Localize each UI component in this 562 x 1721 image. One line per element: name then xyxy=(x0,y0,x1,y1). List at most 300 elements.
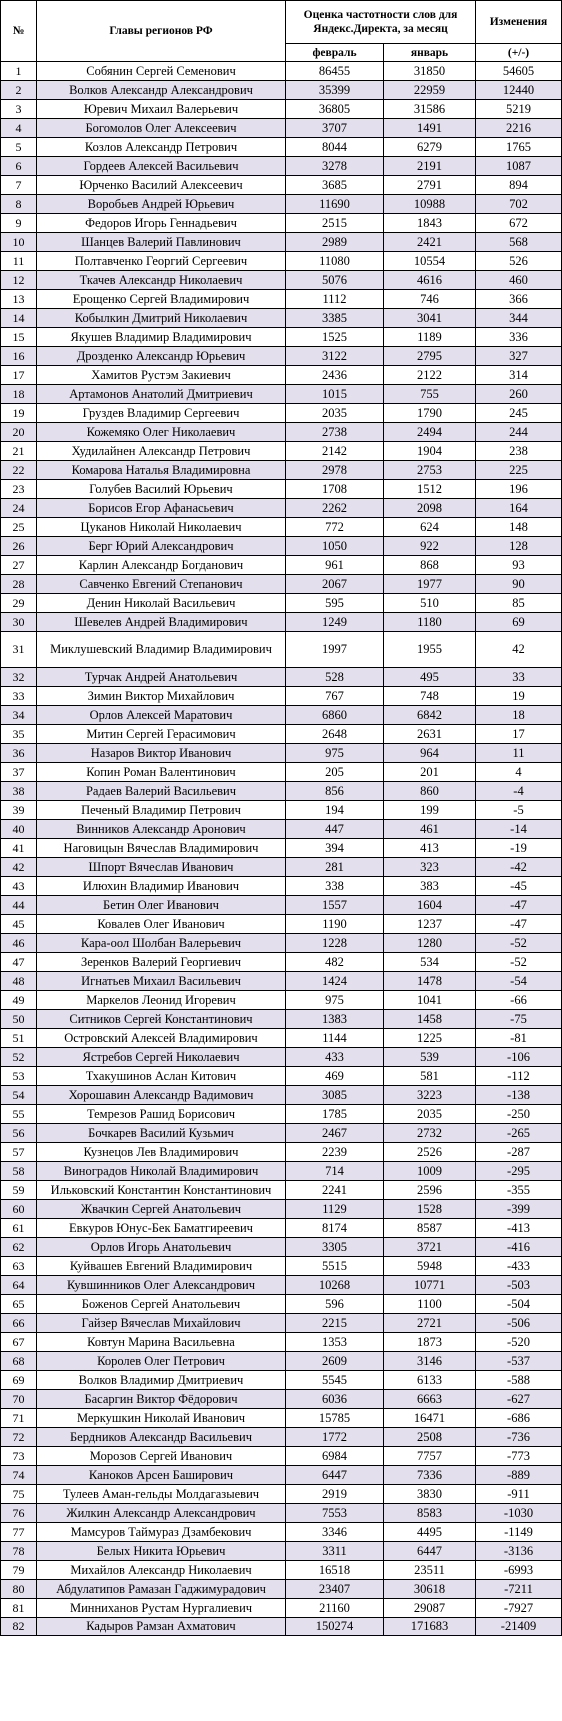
cell-delta: 702 xyxy=(476,195,562,214)
cell-num: 37 xyxy=(1,763,37,782)
cell-num: 53 xyxy=(1,1067,37,1086)
cell-delta: -355 xyxy=(476,1181,562,1200)
cell-num: 63 xyxy=(1,1257,37,1276)
cell-delta: -736 xyxy=(476,1428,562,1447)
table-row xyxy=(1,195,562,214)
cell-jan: 1873 xyxy=(384,1333,476,1352)
cell-delta: -138 xyxy=(476,1086,562,1105)
cell-delta: 1087 xyxy=(476,157,562,176)
cell-feb: 1353 xyxy=(286,1333,384,1352)
cell-jan: 539 xyxy=(384,1048,476,1067)
cell-delta: 85 xyxy=(476,594,562,613)
cell-name: Ткачев Александр Николаевич xyxy=(37,271,286,290)
cell-name: Орлов Алексей Маратович xyxy=(37,706,286,725)
cell-num: 48 xyxy=(1,972,37,991)
table-row xyxy=(1,1105,562,1124)
table-row xyxy=(1,763,562,782)
cell-num: 64 xyxy=(1,1276,37,1295)
cell-name: Назаров Виктор Иванович xyxy=(37,744,286,763)
cell-name: Белых Никита Юрьевич xyxy=(37,1542,286,1561)
cell-delta: -54 xyxy=(476,972,562,991)
table-row xyxy=(1,1409,562,1428)
cell-delta: -42 xyxy=(476,858,562,877)
cell-jan: 6663 xyxy=(384,1390,476,1409)
cell-feb: 1249 xyxy=(286,613,384,632)
cell-jan: 7336 xyxy=(384,1466,476,1485)
cell-name: Евкуров Юнус-Бек Баматгиреевич xyxy=(37,1219,286,1238)
cell-feb: 2738 xyxy=(286,423,384,442)
cell-jan: 1955 xyxy=(384,632,476,668)
cell-delta: -52 xyxy=(476,934,562,953)
cell-delta: 460 xyxy=(476,271,562,290)
cell-feb: 1997 xyxy=(286,632,384,668)
cell-jan: 1041 xyxy=(384,991,476,1010)
cell-num: 10 xyxy=(1,233,37,252)
cell-jan: 2191 xyxy=(384,157,476,176)
cell-jan: 2721 xyxy=(384,1314,476,1333)
table-row xyxy=(1,575,562,594)
cell-name: Федоров Игорь Геннадьевич xyxy=(37,214,286,233)
cell-num: 9 xyxy=(1,214,37,233)
cell-num: 77 xyxy=(1,1523,37,1542)
cell-name: Турчак Андрей Анатольевич xyxy=(37,668,286,687)
cell-name: Виноградов Николай Владимирович xyxy=(37,1162,286,1181)
table-header xyxy=(1,1,562,62)
cell-jan: 2508 xyxy=(384,1428,476,1447)
cell-jan: 510 xyxy=(384,594,476,613)
cell-num: 12 xyxy=(1,271,37,290)
cell-num: 82 xyxy=(1,1618,37,1636)
cell-num: 13 xyxy=(1,290,37,309)
cell-jan: 201 xyxy=(384,763,476,782)
cell-delta: 69 xyxy=(476,613,562,632)
cell-feb: 3122 xyxy=(286,347,384,366)
cell-name: Хорошавин Александр Вадимович xyxy=(37,1086,286,1105)
table-row xyxy=(1,782,562,801)
cell-num: 75 xyxy=(1,1485,37,1504)
cell-delta: 568 xyxy=(476,233,562,252)
cell-jan: 3146 xyxy=(384,1352,476,1371)
cell-delta: 336 xyxy=(476,328,562,347)
cell-name: Денин Николай Васильевич xyxy=(37,594,286,613)
cell-num: 11 xyxy=(1,252,37,271)
table-row xyxy=(1,1333,562,1352)
cell-delta: -81 xyxy=(476,1029,562,1048)
cell-num: 81 xyxy=(1,1599,37,1618)
cell-num: 67 xyxy=(1,1333,37,1352)
table-row xyxy=(1,1428,562,1447)
cell-name: Кобылкин Дмитрий Николаевич xyxy=(37,309,286,328)
cell-name: Жилкин Александр Александрович xyxy=(37,1504,286,1523)
cell-num: 16 xyxy=(1,347,37,366)
cell-jan: 4495 xyxy=(384,1523,476,1542)
cell-feb: 1557 xyxy=(286,896,384,915)
cell-jan: 23511 xyxy=(384,1561,476,1580)
table-row xyxy=(1,1314,562,1333)
table-row xyxy=(1,499,562,518)
cell-feb: 8174 xyxy=(286,1219,384,1238)
cell-delta: -6993 xyxy=(476,1561,562,1580)
cell-feb: 1129 xyxy=(286,1200,384,1219)
cell-delta: 672 xyxy=(476,214,562,233)
cell-jan: 860 xyxy=(384,782,476,801)
table-row xyxy=(1,1390,562,1409)
cell-jan: 2753 xyxy=(384,461,476,480)
cell-feb: 3311 xyxy=(286,1542,384,1561)
cell-num: 61 xyxy=(1,1219,37,1238)
cell-num: 72 xyxy=(1,1428,37,1447)
cell-jan: 1458 xyxy=(384,1010,476,1029)
cell-delta: -537 xyxy=(476,1352,562,1371)
table-row xyxy=(1,404,562,423)
cell-jan: 2791 xyxy=(384,176,476,195)
cell-name: Шпорт Вячеслав Иванович xyxy=(37,858,286,877)
cell-name: Юревич Михаил Валерьевич xyxy=(37,100,286,119)
cell-num: 29 xyxy=(1,594,37,613)
cell-name: Ковалев Олег Иванович xyxy=(37,915,286,934)
cell-feb: 1424 xyxy=(286,972,384,991)
table-row xyxy=(1,1523,562,1542)
cell-feb: 1190 xyxy=(286,915,384,934)
cell-feb: 394 xyxy=(286,839,384,858)
cell-feb: 469 xyxy=(286,1067,384,1086)
cell-jan: 922 xyxy=(384,537,476,556)
table-row xyxy=(1,442,562,461)
cell-jan: 199 xyxy=(384,801,476,820)
cell-name: Тулеев Аман-гельды Молдагазыевич xyxy=(37,1485,286,1504)
cell-feb: 2215 xyxy=(286,1314,384,1333)
cell-num: 33 xyxy=(1,687,37,706)
cell-num: 59 xyxy=(1,1181,37,1200)
cell-delta: 244 xyxy=(476,423,562,442)
cell-feb: 447 xyxy=(286,820,384,839)
col-header-changes: Изменения xyxy=(476,1,562,44)
cell-name: Жвачкин Сергей Анатольевич xyxy=(37,1200,286,1219)
cell-feb: 1525 xyxy=(286,328,384,347)
cell-delta: 11 xyxy=(476,744,562,763)
cell-feb: 2978 xyxy=(286,461,384,480)
cell-delta: 54605 xyxy=(476,62,562,81)
cell-jan: 1904 xyxy=(384,442,476,461)
cell-jan: 3830 xyxy=(384,1485,476,1504)
cell-name: Комарова Наталья Владимировна xyxy=(37,461,286,480)
cell-name: Ерощенко Сергей Владимирович xyxy=(37,290,286,309)
cell-delta: -3136 xyxy=(476,1542,562,1561)
cell-jan: 1478 xyxy=(384,972,476,991)
cell-num: 50 xyxy=(1,1010,37,1029)
table-row xyxy=(1,1599,562,1618)
cell-name: Волков Владимир Дмитриевич xyxy=(37,1371,286,1390)
cell-feb: 482 xyxy=(286,953,384,972)
cell-name: Минниханов Рустам Нургалиевич xyxy=(37,1599,286,1618)
cell-jan: 10771 xyxy=(384,1276,476,1295)
cell-num: 23 xyxy=(1,480,37,499)
cell-name: Кожемяко Олег Николаевич xyxy=(37,423,286,442)
cell-name: Орлов Игорь Анатольевич xyxy=(37,1238,286,1257)
cell-name: Козлов Александр Петрович xyxy=(37,138,286,157)
table-row xyxy=(1,62,562,81)
cell-delta: -588 xyxy=(476,1371,562,1390)
cell-num: 74 xyxy=(1,1466,37,1485)
cell-feb: 1228 xyxy=(286,934,384,953)
cell-delta: 42 xyxy=(476,632,562,668)
cell-feb: 2262 xyxy=(286,499,384,518)
cell-name: Полтавченко Георгий Сергеевич xyxy=(37,252,286,271)
col-header-num: № xyxy=(1,1,37,62)
cell-delta: 894 xyxy=(476,176,562,195)
cell-feb: 6860 xyxy=(286,706,384,725)
cell-feb: 2239 xyxy=(286,1143,384,1162)
table-row xyxy=(1,1561,562,1580)
cell-delta: -889 xyxy=(476,1466,562,1485)
cell-feb: 205 xyxy=(286,763,384,782)
cell-jan: 22959 xyxy=(384,81,476,100)
cell-delta: -773 xyxy=(476,1447,562,1466)
cell-feb: 1015 xyxy=(286,385,384,404)
cell-delta: -520 xyxy=(476,1333,562,1352)
cell-num: 21 xyxy=(1,442,37,461)
cell-num: 19 xyxy=(1,404,37,423)
cell-jan: 29087 xyxy=(384,1599,476,1618)
cell-feb: 1112 xyxy=(286,290,384,309)
cell-num: 73 xyxy=(1,1447,37,1466)
cell-num: 46 xyxy=(1,934,37,953)
cell-feb: 1708 xyxy=(286,480,384,499)
cell-name: Темрезов Рашид Борисович xyxy=(37,1105,286,1124)
cell-feb: 6984 xyxy=(286,1447,384,1466)
cell-feb: 1144 xyxy=(286,1029,384,1048)
cell-feb: 2067 xyxy=(286,575,384,594)
cell-jan: 171683 xyxy=(384,1618,476,1636)
cell-feb: 2035 xyxy=(286,404,384,423)
cell-name: Худилайнен Александр Петрович xyxy=(37,442,286,461)
cell-jan: 1225 xyxy=(384,1029,476,1048)
cell-feb: 16518 xyxy=(286,1561,384,1580)
cell-feb: 3707 xyxy=(286,119,384,138)
cell-feb: 11690 xyxy=(286,195,384,214)
cell-delta: 225 xyxy=(476,461,562,480)
cell-num: 70 xyxy=(1,1390,37,1409)
cell-delta: 1765 xyxy=(476,138,562,157)
cell-jan: 1491 xyxy=(384,119,476,138)
cell-name: Михайлов Александр Николаевич xyxy=(37,1561,286,1580)
cell-jan: 3721 xyxy=(384,1238,476,1257)
cell-feb: 767 xyxy=(286,687,384,706)
table-row xyxy=(1,537,562,556)
table-row xyxy=(1,518,562,537)
cell-name: Маркелов Леонид Игоревич xyxy=(37,991,286,1010)
cell-num: 22 xyxy=(1,461,37,480)
table-row xyxy=(1,385,562,404)
table-row xyxy=(1,632,562,668)
cell-name: Ильковский Константин Константинович xyxy=(37,1181,286,1200)
cell-name: Волков Александр Александрович xyxy=(37,81,286,100)
cell-name: Каноков Арсен Баширович xyxy=(37,1466,286,1485)
cell-name: Куйвашев Евгений Владимирович xyxy=(37,1257,286,1276)
cell-delta: -399 xyxy=(476,1200,562,1219)
table-row xyxy=(1,1466,562,1485)
table-row xyxy=(1,214,562,233)
cell-delta: -627 xyxy=(476,1390,562,1409)
cell-name: Копин Роман Валентинович xyxy=(37,763,286,782)
cell-feb: 1785 xyxy=(286,1105,384,1124)
table-row xyxy=(1,271,562,290)
cell-feb: 86455 xyxy=(286,62,384,81)
cell-name: Меркушкин Николай Иванович xyxy=(37,1409,286,1428)
table-body xyxy=(1,62,562,1636)
table-row xyxy=(1,896,562,915)
cell-delta: 93 xyxy=(476,556,562,575)
cell-jan: 581 xyxy=(384,1067,476,1086)
table-row xyxy=(1,1504,562,1523)
cell-num: 18 xyxy=(1,385,37,404)
table-row xyxy=(1,347,562,366)
cell-delta: -503 xyxy=(476,1276,562,1295)
cell-delta: 148 xyxy=(476,518,562,537)
cell-feb: 3278 xyxy=(286,157,384,176)
cell-name: Островский Алексей Владимирович xyxy=(37,1029,286,1048)
cell-delta: 12440 xyxy=(476,81,562,100)
cell-name: Королев Олег Петрович xyxy=(37,1352,286,1371)
cell-name: Артамонов Анатолий Дмитриевич xyxy=(37,385,286,404)
table-row xyxy=(1,1162,562,1181)
cell-num: 3 xyxy=(1,100,37,119)
cell-feb: 11080 xyxy=(286,252,384,271)
table-row xyxy=(1,176,562,195)
cell-num: 62 xyxy=(1,1238,37,1257)
cell-num: 39 xyxy=(1,801,37,820)
cell-feb: 36805 xyxy=(286,100,384,119)
table-row xyxy=(1,687,562,706)
cell-num: 20 xyxy=(1,423,37,442)
cell-delta: 19 xyxy=(476,687,562,706)
cell-feb: 2919 xyxy=(286,1485,384,1504)
cell-feb: 21160 xyxy=(286,1599,384,1618)
cell-feb: 5545 xyxy=(286,1371,384,1390)
col-header-jan: январь xyxy=(384,44,476,62)
cell-num: 51 xyxy=(1,1029,37,1048)
cell-feb: 528 xyxy=(286,668,384,687)
cell-delta: -250 xyxy=(476,1105,562,1124)
cell-num: 34 xyxy=(1,706,37,725)
cell-jan: 10554 xyxy=(384,252,476,271)
cell-delta: -433 xyxy=(476,1257,562,1276)
cell-delta: -7211 xyxy=(476,1580,562,1599)
table-row xyxy=(1,1219,562,1238)
cell-jan: 1977 xyxy=(384,575,476,594)
cell-feb: 3085 xyxy=(286,1086,384,1105)
cell-num: 17 xyxy=(1,366,37,385)
table-row xyxy=(1,1124,562,1143)
table-row xyxy=(1,915,562,934)
cell-jan: 1528 xyxy=(384,1200,476,1219)
cell-delta: -416 xyxy=(476,1238,562,1257)
cell-num: 71 xyxy=(1,1409,37,1428)
table-row xyxy=(1,991,562,1010)
cell-feb: 433 xyxy=(286,1048,384,1067)
cell-jan: 3223 xyxy=(384,1086,476,1105)
table-row xyxy=(1,233,562,252)
cell-feb: 856 xyxy=(286,782,384,801)
cell-name: Митин Сергей Герасимович xyxy=(37,725,286,744)
cell-delta: -45 xyxy=(476,877,562,896)
table-row xyxy=(1,1181,562,1200)
table-row xyxy=(1,820,562,839)
cell-name: Якушев Владимир Владимирович xyxy=(37,328,286,347)
cell-feb: 3385 xyxy=(286,309,384,328)
cell-num: 58 xyxy=(1,1162,37,1181)
table-row xyxy=(1,613,562,632)
cell-num: 55 xyxy=(1,1105,37,1124)
cell-name: Абдулатипов Рамазан Гаджимурадович xyxy=(37,1580,286,1599)
table-row xyxy=(1,1143,562,1162)
cell-jan: 413 xyxy=(384,839,476,858)
cell-delta: -504 xyxy=(476,1295,562,1314)
table-row xyxy=(1,1048,562,1067)
cell-delta: -52 xyxy=(476,953,562,972)
cell-jan: 8587 xyxy=(384,1219,476,1238)
table-row xyxy=(1,594,562,613)
cell-name: Бетин Олег Иванович xyxy=(37,896,286,915)
cell-delta: -287 xyxy=(476,1143,562,1162)
cell-num: 35 xyxy=(1,725,37,744)
cell-num: 45 xyxy=(1,915,37,934)
table-row xyxy=(1,100,562,119)
cell-delta: 245 xyxy=(476,404,562,423)
cell-delta: 90 xyxy=(476,575,562,594)
cell-num: 68 xyxy=(1,1352,37,1371)
cell-delta: -506 xyxy=(476,1314,562,1333)
cell-name: Бочкарев Василий Кузьмич xyxy=(37,1124,286,1143)
cell-feb: 5076 xyxy=(286,271,384,290)
cell-name: Ястребов Сергей Николаевич xyxy=(37,1048,286,1067)
cell-jan: 4616 xyxy=(384,271,476,290)
cell-delta: -1030 xyxy=(476,1504,562,1523)
cell-name: Цуканов Николай Николаевич xyxy=(37,518,286,537)
table-row xyxy=(1,309,562,328)
cell-jan: 2421 xyxy=(384,233,476,252)
table-row xyxy=(1,1352,562,1371)
cell-num: 66 xyxy=(1,1314,37,1333)
cell-jan: 6133 xyxy=(384,1371,476,1390)
table-row xyxy=(1,252,562,271)
cell-jan: 2596 xyxy=(384,1181,476,1200)
cell-num: 15 xyxy=(1,328,37,347)
cell-name: Воробьев Андрей Юрьевич xyxy=(37,195,286,214)
cell-delta: 344 xyxy=(476,309,562,328)
cell-jan: 1237 xyxy=(384,915,476,934)
cell-feb: 2467 xyxy=(286,1124,384,1143)
cell-jan: 8583 xyxy=(384,1504,476,1523)
cell-num: 2 xyxy=(1,81,37,100)
cell-name: Миклушевский Владимир Владимирович xyxy=(37,632,286,668)
cell-name: Шанцев Валерий Павлинович xyxy=(37,233,286,252)
cell-num: 27 xyxy=(1,556,37,575)
cell-num: 78 xyxy=(1,1542,37,1561)
cell-jan: 1512 xyxy=(384,480,476,499)
cell-delta: -106 xyxy=(476,1048,562,1067)
cell-jan: 2732 xyxy=(384,1124,476,1143)
table-row xyxy=(1,1276,562,1295)
cell-name: Ситников Сергей Константинович xyxy=(37,1010,286,1029)
cell-feb: 1772 xyxy=(286,1428,384,1447)
cell-delta: -47 xyxy=(476,915,562,934)
cell-name: Игнатьев Михаил Васильевич xyxy=(37,972,286,991)
cell-feb: 23407 xyxy=(286,1580,384,1599)
cell-feb: 1383 xyxy=(286,1010,384,1029)
cell-feb: 6447 xyxy=(286,1466,384,1485)
cell-jan: 1009 xyxy=(384,1162,476,1181)
